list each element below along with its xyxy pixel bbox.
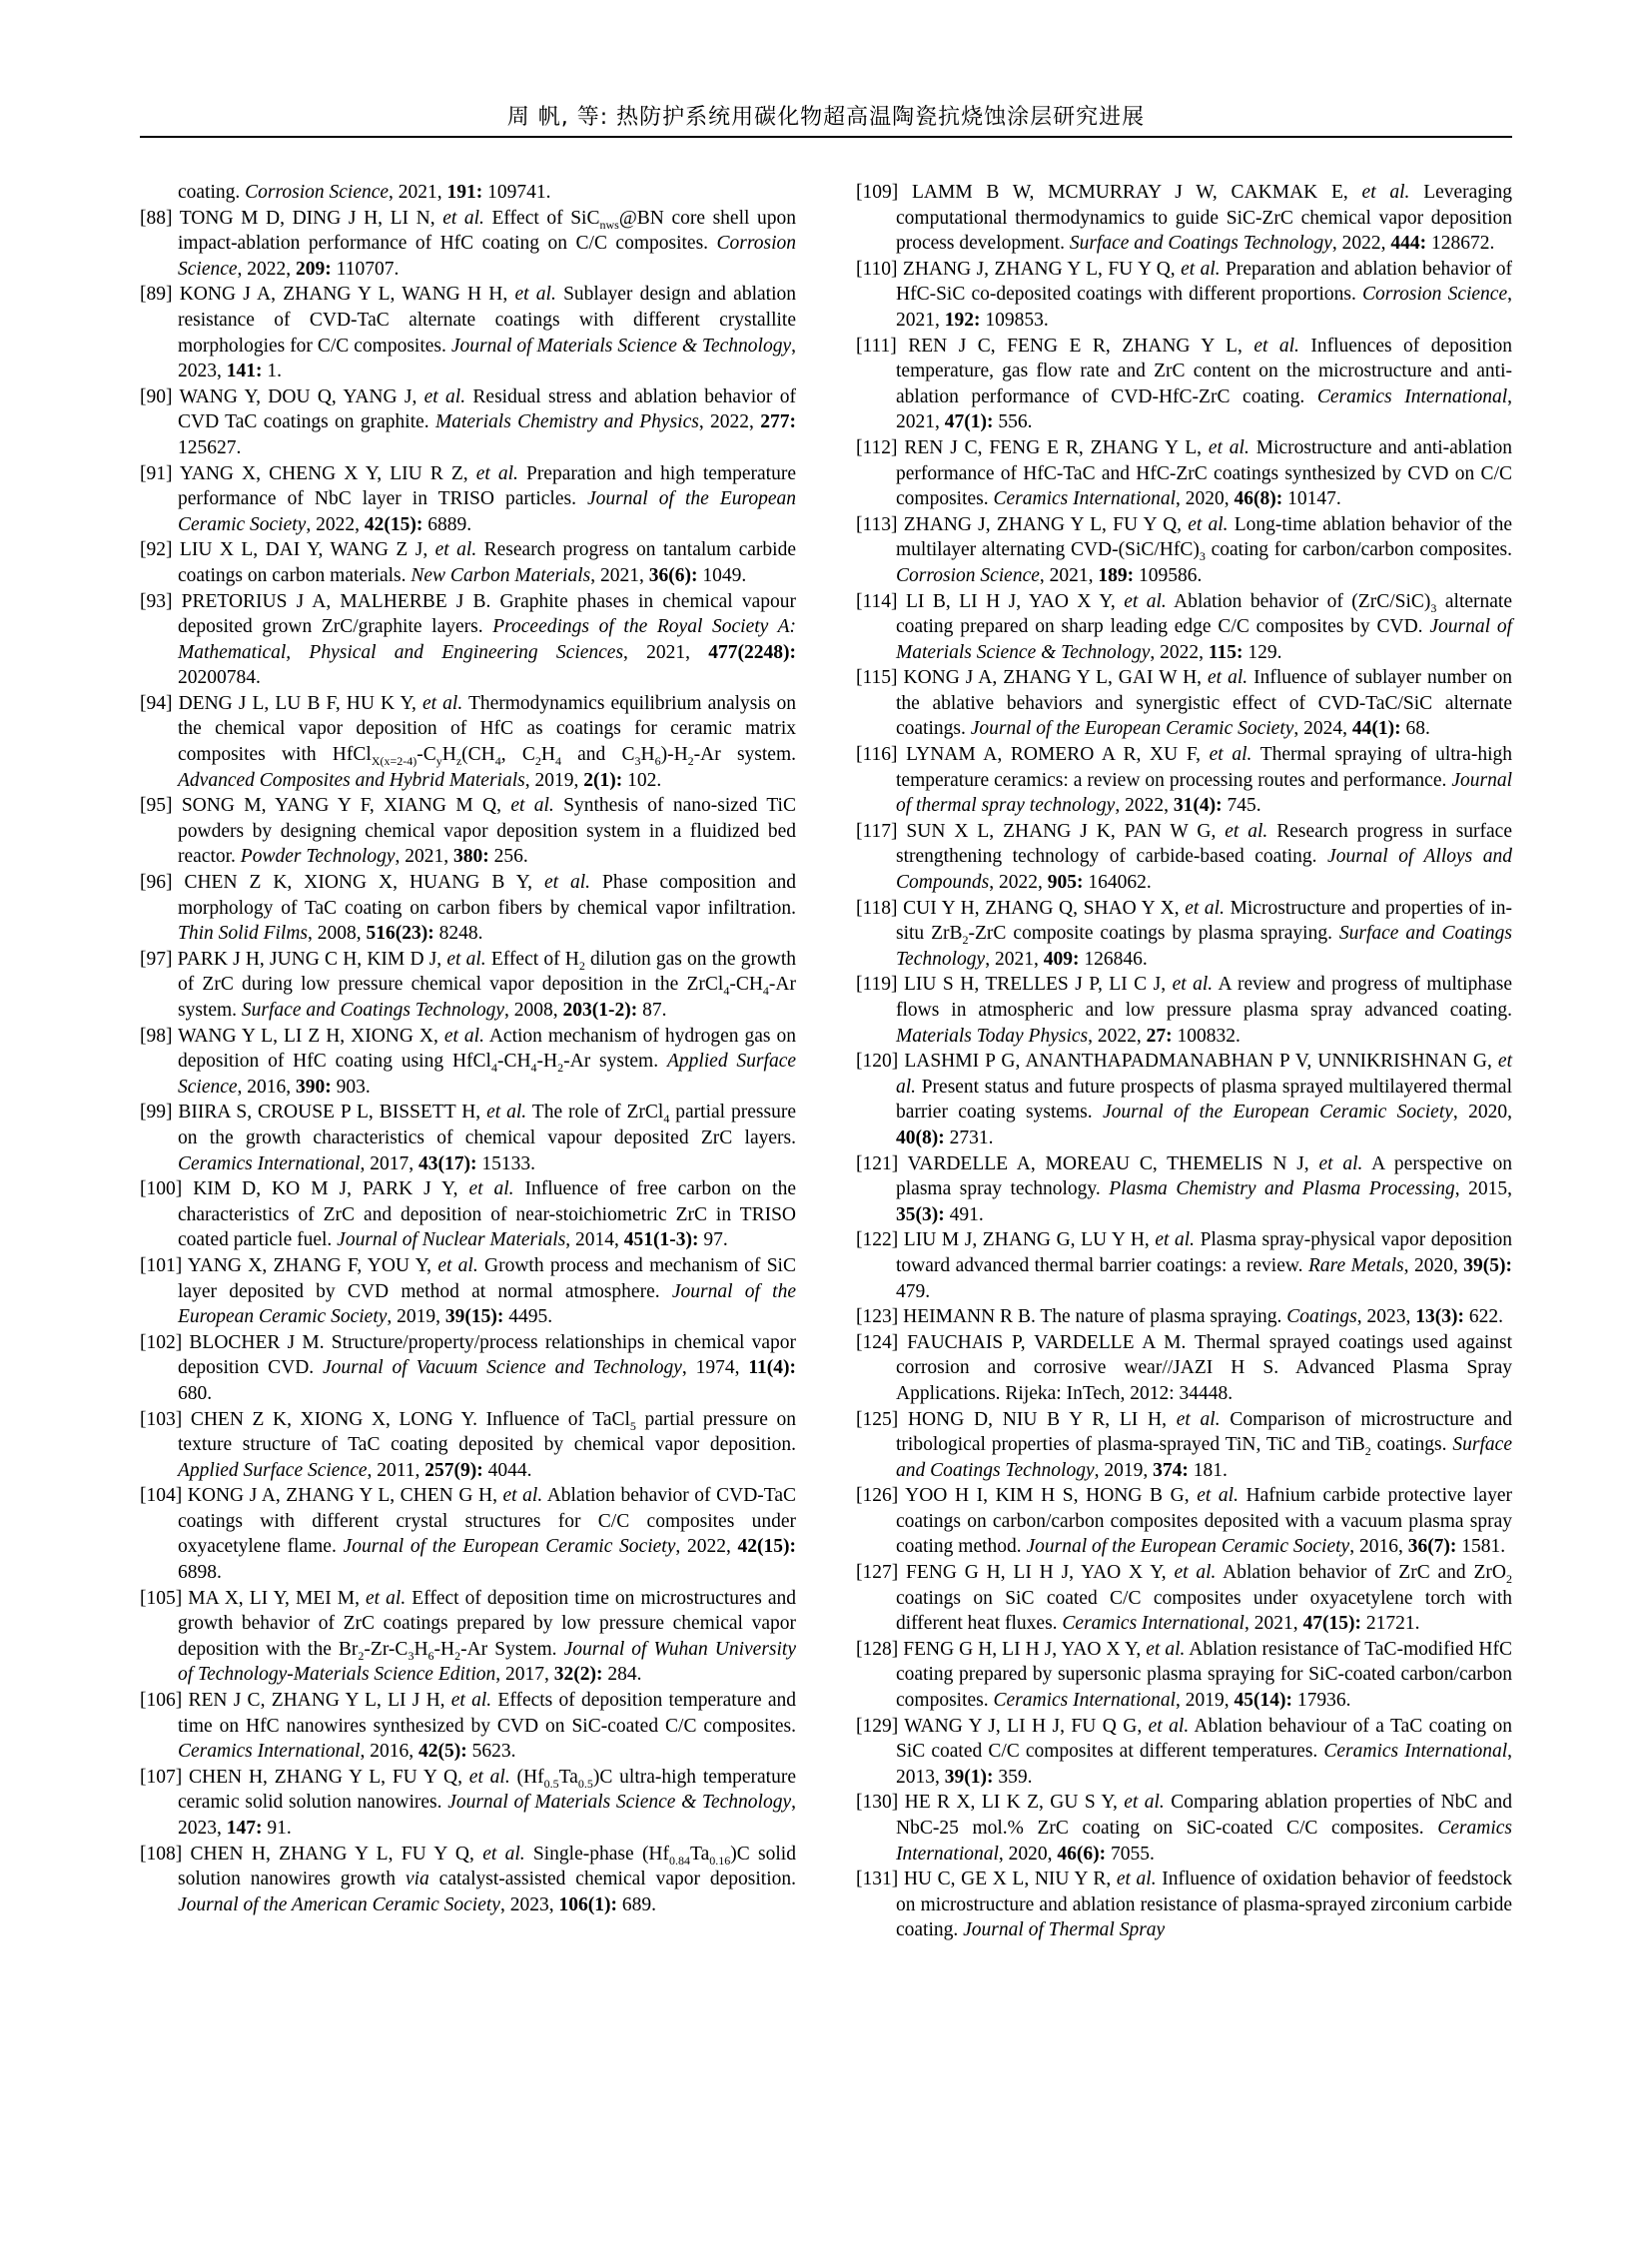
reference-entry: [97] PARK J H, JUNG C H, KIM D J, et al. Effect of $H_2$ dilution gas on the growth of ZrC during low pressure chemical vapor deposition in the $ZrCl_4-CH_4-Ar$ system. Surface and Coatings Technology, 2008, 203(1-2): 87. [140, 948, 796, 1021]
reference-entry: [120] LASHMI P G, ANANTHAPADMANABHAN P V, UNNIKRISHNAN G, et al. Present status and future prospects of plasma sprayed multilayered thermal barrier coating systems. Journal of the European Ceramic Society, 2020, 40(8): 2731. [856, 1051, 1512, 1148]
reference-entry: [109] LAMM B W, MCMURRAY J W, CAKMAK E, et al. Leveraging computational thermodynamics to guide SiC-ZrC chemical vapor deposition process development. Surface and Coatings Technology, 2022, 444: 128672. [856, 182, 1512, 255]
reference-entry: [90] WANG Y, DOU Q, YANG J, et al. Residual stress and ablation behavior of CVD TaC coatings on graphite. Materials Chemistry and Physics, 2022, 277: 125627. [140, 385, 797, 458]
reference-entry: [114] LI B, LI H J, YAO X Y, et al. Ablation behavior of $(ZrC/SiC)_3$ alternate coating prepared on sharp leading edge C/C composites by CVD. Journal of Materials Science & Technology, 2022, 115: 129. [856, 590, 1512, 663]
reference-entry: [103] CHEN Z K, XIONG X, LONG Y. Influence of TaCl$_5$ partial pressure on texture structure of TaC coating deposited by chemical vapor deposition. Applied Surface Science, 2011, 257(9): 4044. [140, 1408, 796, 1481]
reference-entry: [105] MA X, LI Y, MEI M, et al. Effect of deposition time on microstructures and growth behavior of ZrC coatings prepared by low pressure chemical vapor deposition with the $Br_2-Zr-C_3H_6-H_2-Ar$ System. Journal of Wuhan University of Technology-Materials Science Edition, 2017, 32(2): 284. [140, 1587, 796, 1686]
reference-entry: [98] WANG Y L, LI Z H, XIONG X, et al. Action mechanism of hydrogen gas on deposition of HfC coating using $HfCl_4-CH_4-H_2-Ar$ system. Applied Surface Science, 2016, 390: 903. [140, 1025, 796, 1098]
reference-entry: [111] REN J C, FENG E R, ZHANG Y L, et al. Influences of deposition temperature, gas flow rate and ZrC content on the microstructure and anti-ablation performance of CVD-HfC-ZrC coating. Ceramics International, 2021, 47(1): 556. [856, 335, 1513, 433]
reference-entry: [100] KIM D, KO M J, PARK J Y, et al. Influence of free carbon on the characteristics of ZrC and deposition of near-stoichiometric ZrC in TRISO coated particle fuel. Journal of Nuclear Materials, 2014, 451(1-3): 97. [140, 1178, 796, 1251]
header-rule [140, 136, 1512, 138]
reference-entry: [130] HE R X, LI K Z, GU S Y, et al. Comparing ablation properties of NbC and NbC-25 mol.% ZrC coating on SiC-coated C/C composites. Ceramics International, 2020, 46(6): 7055. [856, 1792, 1512, 1865]
references-right-column [856, 180, 1512, 1943]
reference-entry: [101] YANG X, ZHANG F, YOU Y, et al. Growth process and mechanism of SiC layer deposited by CVD method at normal atmosphere. Journal of the European Ceramic Society, 2019, 39(15): 4495. [140, 1254, 796, 1328]
reference-entry: [93] PRETORIUS J A, MALHERBE J B. Graphite phases in chemical vapour deposited grown ZrC/graphite layers. Proceedings of the Royal Society A: Mathematical, Physical and Engineering Sciences, 2021, 477(2248): 20200784. [140, 590, 796, 689]
reference-entry: [94] DENG J L, LU B F, HU K Y, et al. Thermodynamics equilibrium analysis on the chemical vapor deposition of HfC as coatings for ceramic matrix composites with $HfCl_{X(x=2-4)}-C_yH_z(CH_4$, $C_2H_4$ and $C_3H_6)-H_2-Ar$ system. Advanced Composites and Hybrid Materials, 2019, 2(1): 102. [140, 692, 796, 791]
reference-entry: [118] CUI Y H, ZHANG Q, SHAO Y X, et al. Microstructure and properties of in-situ ZrB$_2$-ZrC composite coatings by plasma spraying. Surface and Coatings Technology, 2021, 409: 126846. [856, 897, 1512, 970]
reference-entry: [106] REN J C, ZHANG Y L, LI J H, et al. Effects of deposition temperature and time on HfC nanowires synthesized by CVD on SiC-coated C/C composites. Ceramics International, 2016, 42(5): 5623. [140, 1690, 797, 1763]
reference-entry: [117] SUN X L, ZHANG J K, PAN W G, et al. Research progress in surface strengthening technology of carbide-based coating. Journal of Alloys and Compounds, 2022, 905: 164062. [856, 820, 1512, 894]
reference-entry: [113] ZHANG J, ZHANG Y L, FU Y Q, et al. Long-time ablation behavior of the multilayer alternating CVD-$(SiC/HfC)_3$ coating for carbon/carbon composites. Corrosion Science, 2021, 189: 109586. [856, 513, 1512, 586]
reference-entry: [121] VARDELLE A, MOREAU C, THEMELIS N J, et al. A perspective on plasma spray technology. Plasma Chemistry and Plasma Processing, 2015, 35(3): 491. [856, 1152, 1513, 1225]
reference-entry: [107] CHEN H, ZHANG Y L, FU Y Q, et al. $(Hf_{0.5}Ta_{0.5})C$ ultra-high temperature ceramic solid solution nanowires. Journal of Materials Science & Technology, 2023, 147: 91. [140, 1766, 796, 1839]
reference-entry: [124] FAUCHAIS P, VARDELLE A M. Thermal sprayed coatings used against corrosion and corrosive wear//JAZI H S. Advanced Plasma Spray Applications. Rijeka: InTech, 2012: 34448. [856, 1331, 1512, 1404]
reference-continuation: coating. Corrosion Science, 2021, 191: 109741. [178, 182, 551, 203]
reference-entry: [89] KONG J A, ZHANG Y L, WANG H H, et al. Sublayer design and ablation resistance of CVD-TaC alternate coatings with different crystallite morphologies for C/C composites. Journal of Materials Science & Technology, 2023, 141: 1. [140, 284, 796, 382]
reference-entry: [127] FENG G H, LI H J, YAO X Y, et al. Ablation behavior of ZrC and ZrO$_2$ coatings on SiC coated C/C composites under oxyacetylene torch with different heat fluxes. Ceramics International, 2021, 47(15): 21721. [856, 1562, 1512, 1635]
reference-entry: [112] REN J C, FENG E R, ZHANG Y L, et al. Microstructure and anti-ablation performance of HfC-TaC and HfC-ZrC coatings synthesized by CVD on C/C composites. Ceramics International, 2020, 46(8): 10147. [856, 436, 1512, 510]
reference-entry: [126] YOO H I, KIM H S, HONG B G, et al. Hafnium carbide protective layer coatings on carbon/carbon composites deposited with a vacuum plasma spray coating method. Journal of the European Ceramic Society, 2016, 36(7): 1581. [856, 1485, 1512, 1558]
reference-entry: [92] LIU X L, DAI Y, WANG Z J, et al. Research progress on tantalum carbide coatings on carbon materials. New Carbon Materials, 2021, 36(6): 1049. [140, 539, 797, 586]
reference-entry: [102] BLOCHER J M. Structure/property/process relationships in chemical vapor deposition CVD. Journal of Vacuum Science and Technology, 1974, 11(4): 680. [140, 1331, 797, 1404]
reference-entry: [122] LIU M J, ZHANG G, LU Y H, et al. Plasma spray-physical vapor deposition toward advanced thermal barrier coatings: a review. Rare Metals, 2020, 39(5): 479. [856, 1229, 1512, 1302]
reference-entry: [99] BIIRA S, CROUSE P L, BISSETT H, et al. The role of ZrCl$_4$ partial pressure on the growth characteristics of chemical vapour deposited ZrC layers. Ceramics International, 2017, 43(17): 15133. [140, 1102, 796, 1174]
reference-entry: [95] SONG M, YANG Y F, XIANG M Q, et al. Synthesis of nano-sized TiC powders by designing chemical vapor deposition system in a fluidized bed reactor. Powder Technology, 2021, 380: 256. [140, 795, 796, 868]
reference-entry: [115] KONG J A, ZHANG Y L, GAI W H, et al. Influence of sublayer number on the ablative behaviors and synergistic effect of CVD-TaC/SiC alternate coatings. Journal of the European Ceramic Society, 2024, 44(1): 68. [856, 667, 1512, 740]
running-header: 周 帆, 等: 热防护系统用碳化物超高温陶瓷抗烧蚀涂层研究进展 [506, 105, 1146, 130]
reference-entry: [91] YANG X, CHENG X Y, LIU R Z, et al. Preparation and high temperature performance of NbC layer in TRISO particles. Journal of the European Ceramic Society, 2022, 42(15): 6889. [140, 462, 796, 535]
reference-entry: [119] LIU S H, TRELLES J P, LI C J, et al. A review and progress of multiphase flows in atmospheric and low pressure plasma spray advanced coating. Materials Today Physics, 2022, 27: 100832. [856, 974, 1512, 1047]
reference-entry: [123] HEIMANN R B. The nature of plasma spraying. Coatings, 2023, 13(3): 622. [856, 1306, 1503, 1328]
reference-entry: [104] KONG J A, ZHANG Y L, CHEN G H, et al. Ablation behavior of CVD-TaC coatings with different crystal structures for C/C composites under oxyacetylene flame. Journal of the European Ceramic Society, 2022, 42(15): 6898. [140, 1485, 797, 1584]
reference-entry: [131] HU C, GE X L, NIU Y R, et al. Influence of oxidation behavior of feedstock on microstructure and ablation resistance of plasma-sprayed zirconium carbide coating. Journal of Thermal Spray [856, 1869, 1512, 1941]
references-left-column [140, 180, 796, 1917]
reference-entry: [108] CHEN H, ZHANG Y L, FU Y Q, et al. Single-phase $(Hf_{0.84}Ta_{0.16})C$ solid solution nanowires growth via catalyst-assisted chemical vapor deposition. Journal of the American Ceramic Society, 2023, 106(1): 689. [140, 1843, 797, 1915]
reference-entry: [116] LYNAM A, ROMERO A R, XU F, et al. Thermal spraying of ultra-high temperature ceramics: a review on processing routes and performance. Journal of thermal spray technology, 2022, 31(4): 745. [856, 744, 1512, 817]
reference-entry: [129] WANG Y J, LI H J, FU Q G, et al. Ablation behaviour of a TaC coating on SiC coated C/C composites at different temperatures. Ceramics International, 2013, 39(1): 359. [856, 1715, 1512, 1788]
reference-entry: [125] HONG D, NIU B Y R, LI H, et al. Comparison of microstructure and tribological properties of plasma-sprayed TiN, TiC and TiB$_2$ coatings. Surface and Coatings Technology, 2019, 374: 181. [856, 1408, 1512, 1481]
reference-entry: [88] TONG M D, DING J H, LI N, et al. Effect of SiC$_{nws}$@BN core shell upon impact-ablation performance of HfC coating on C/C composites. Corrosion Science, 2022, 209: 110707. [140, 207, 797, 280]
reference-entry: [128] FENG G H, LI H J, YAO X Y, et al. Ablation resistance of TaC-modified HfC coating prepared by supersonic plasma spraying for SiC-coated carbon/carbon composites. Ceramics International, 2019, 45(14): 17936. [856, 1638, 1512, 1712]
reference-entry: [110] ZHANG J, ZHANG Y L, FU Y Q, et al. Preparation and ablation behavior of HfC-SiC co-deposited coatings with different proportions. Corrosion Science, 2021, 192: 109853. [856, 258, 1512, 331]
reference-entry: [96] CHEN Z K, XIONG X, HUANG B Y, et al. Phase composition and morphology of TaC coating on carbon fibers by chemical vapor infiltration. Thin Solid Films, 2008, 516(23): 8248. [140, 872, 796, 945]
